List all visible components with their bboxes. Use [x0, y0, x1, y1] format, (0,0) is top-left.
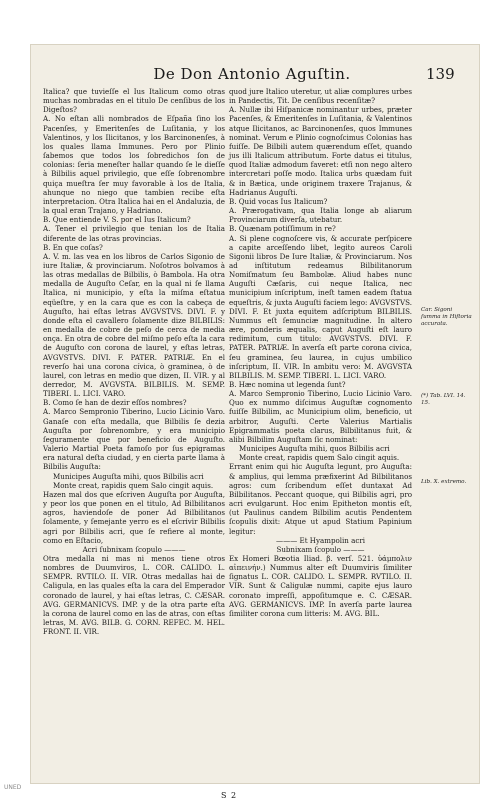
paragraph: B. Hæc nomina ut legenda ſunt? [229, 380, 346, 389]
paragraph: B. En que coſas? [43, 242, 103, 252]
margin-note: Car. Sigoni ſumma in Hiſtoria accurata. [421, 307, 472, 327]
paragraph: A. Nullæ ibi Hiſpanicæ nominantur urbes, præter Pacenſes, & Emeritenſes in Luſitania, & Valentinos atque Ilicitanos, ac Barcinonenſes, quos Immunes nominat. Verum e Plinio cognoſcimus Colonias has fuiſſe. De Bilbili autem quærendum eſſet, quando jus illi Italicum attributum. Forte datus ei titulus, quod Italiæ admodum faveret: etſi non nego altero intercretari poſſe modo. Italica urbs quædam fuit & in Bætica, unde originem traxere Trajanus, & Hadrianus Auguſti. [229, 105, 412, 197]
paragraph: A. Prærogativam, qua Italia longe ab aliarum Provinciarum diverſa, utebatur. [229, 206, 412, 225]
margin-note: (*) Tab. LVI. 14. 15. [421, 393, 466, 406]
paragraph: B. Que entiende V. S. por el Ius Italicum? [43, 215, 191, 225]
margin-note: Lib. X. extremo. [421, 479, 467, 485]
paragraph: Ex Homeri Bœotia Iliad. β. verſ. 521. ὑάμπολιν αἰπεινήν.) Nummus alter eſt Duumviris ſimiliter ſignatus L. COR. CALIDO. L. SEMPR. RVTILO. II. VIR. Sunt & Caligulæ nummi, capite ejus lauro coronato impreſſi, appoſitumque e. C. CÆSAR. AVG. GERMANICVS. IMP. In averſa parte laurea ſimiliter corona cum litteris: M. AVG. BIL. [229, 553, 412, 618]
running-head: De Don Antonio Aguſtin. [153, 65, 351, 83]
paragraph: Otra medalla ni mas ni menos tiene otros nombres de Duumviros, L. COR. CALIDO. L. SEMPR. RVTILO. II. VIR. Otras medallas hai de Caligula, en las quales eſta la cara del Emperador coronado de laurel, y hai eſtas letras, C. CÆSAR. AVG. GERMANICVS. IMP. y de la otra parte eſta la corona de laurel como en las de atras, con eſtas letras, M. AVG. BILB. G. CORN. REFEC. M. HEL. FRONT. II. VIR. [43, 553, 225, 637]
paragraph: Errant enim qui hic Auguſta legunt, pro Auguſta: & amplius, qui lemma præfixerint Ad Bilbilitanos agros: cum ſcribendum eſſet duntaxat Ad Bilbilitanos. Peccant quoque, qui Bilbilis agri, pro acri evulgarunt. Hoc enim Epitheton montis eſt, (ut Paulinus candem Bilbilim acutis Pendentem ſcopulis dixit: Atque ut apud Statium Papinium legitur: [229, 462, 412, 536]
signature-mark: S 2 [221, 791, 238, 800]
verse-line: Monte creat, rapidis quem Salo cingit aquis. [239, 453, 400, 463]
page-number: 139 [426, 65, 455, 83]
paragraph: B. Como ſe han de dezir eſſos nombres? [43, 398, 187, 408]
paragraph: A. Tener el privilegio que tenian los de Italia diferente de las otras provincias. [43, 224, 225, 243]
verse-line: Municipes Auguſta mihi, quos Bilbilis acri [239, 444, 390, 454]
left-column-spanish [43, 87, 225, 636]
watermark-text: UNED [4, 784, 22, 791]
verse-line: ——— Et Hyampolin acri [275, 535, 365, 545]
paragraph: Italica? que tuvieſſe el Ius Italicum como otras muchas nombradas en el titulo De cenſibus de los Digeſtos? [43, 87, 225, 115]
paragraph: A. Marco Sempronio Tiberino, Lucio Licinio Varo. Ganaſe con eſta medalla, que Bilbilis ſe dezia Auguſta por ſobrenombre, y era municipio ſeguramente que por beneficio de Auguſto. Valerio Martial Poeta famoſo por ſus epigramas era natural deſta ciudad, y en cierta parte llama à Bilbilis Auguſta: [43, 407, 225, 472]
paragraph: A. No eſtan alli nombrados de Eſpaña ſino los Pacenſes, y Emeritenſes de Luſitania, y los Valentinos, y los Ilicitanos, y los Barcinonenſes, à los quales llama Immunes. Pero por Plinio ſabemos que todos los ſobredichos ſon de colonias: ſeria meneſter hallar quando ſe le dieſſe à Bilbilis aquel privilegio, que eſſe ſobrenombre quiça mueſtra ſer muy favorable à los de Italia, ahunque no niego que tambien recibe eſta interpretacion. Otra Italica hai en el Andaluzia, de la qual eran Trajano, y Hadriano. [43, 114, 225, 216]
book-page [30, 44, 480, 800]
paragraph: A. V. m. las vea en los libros de Carlos Sigonio de iure Italiæ, & provinciarum. Noſotros bolvamos à las otras medallas de Bilbilis, ò Bambola. Ha otra medalla de Auguſto Ceſar, en la qual ni ſe llama Italica, ni municipio, y eſta la miſma eſtatua eqüeſtre, y en la cara que es con la cabeça de Auguſto, hai eſtas letras AVGVSTVS. DIVI. F. y donde eſta el cavallero ſolamente dize BILBILIS: en medalla de cobre de peſo de cerca de media onça. En otra de cobre del miſmo peſo eſta la cara de Auguſto con corona de laurel, y eſtas letras, AVGVSTVS. DIVI. F. PATER. PATRIÆ. En el reverſo hai una corona cívica, ò graminea, ò de laurel, con letras en medio que dizen, II. VIR. y al derredor, M. AVGVSTA. BILBILIS. M. SEMP. TIBERI. L. LICI. VARO. [43, 251, 225, 399]
verse-line: Municipes Auguſta mihi, quos Bilbilis acri [53, 471, 204, 481]
paragraph: quod jure Italico uteretur, ut aliæ complures urbes in Pandectis, Tit. De cenſibus recenſitæ? [229, 87, 412, 106]
right-column-latin [229, 87, 412, 618]
paragraph: B. Quænam potiſſimum in re? [229, 224, 336, 234]
verse-line: Monte creat, rapidis quem Salo cingit aquis. [53, 480, 214, 490]
paragraph: A. Si plene cognoſcere vis, & accurate perſpicere a capite arceſſendo libet, legito aureos Caroli Sigonii libros De Iure Italiæ, & Provinciarum. Nos ad inſtitutum redeamus Bilbilitanorum Nomiſmatum ſeu Bambolæ. Aliud habes nunc Auguſti Cæſaris, cui neque Italica, nec municipium inſcriptum, ineſt tamen eadem ſtatua equeſtris, & juxta Auguſti faciem lego: AVGVSTVS. DIVI. F. Et juxta equitem adſcriptum BILBILIS. Nummus eſt ſemunciæ magnitudine. In altero ære, ponderis æqualis, caput Auguſti eſt lauro redimitum, cum titulo: AVGVSTVS. DIVI. F. PATER. PATRIÆ. In averſa eſt parte corona civica, ſeu graminea, ſeu laurea, in cujus umbilico inſcriptum, II. VIR. In ambitu vero: M. AVGVSTA BILBILIS. M. SEMP. TIBERI. L. LICI. VARO. [229, 233, 412, 380]
verse-line: Subnixam ſcopulo ——— [276, 544, 365, 554]
paragraph: A. Marco Sempronio Tiberino, Lucio Licinio Varo. Quo ex nummo diſcimus Auguſtæ cognomento fuiſſe Bilbilim, ac Municipium olim, beneficio, ut arbitror, Auguſti. Certe Valerius Martialis Epigrammatis poeta clarus, Bilbilitanus fuit, & alibi Bilbilim Auguſtam ſic nominat: [229, 389, 412, 444]
paragraph: Hazen mal dos que eſcriven Auguſta por Auguſta, y peor los que ponen en el titulo, Ad Bilbilitanos agros, haviendoſe de poner Ad Bilbilitanos ſolamente, y ſemejante yerro es el eſcrivir Bilbilis agri por Bilbilis acri, que ſe refiere al monte, como en Eſtacio, [43, 489, 225, 545]
verse-line: Acri ſubnixam ſcopulo ——— [82, 544, 186, 554]
paragraph: B. Quid vocas Ius Italicum? [229, 196, 328, 206]
